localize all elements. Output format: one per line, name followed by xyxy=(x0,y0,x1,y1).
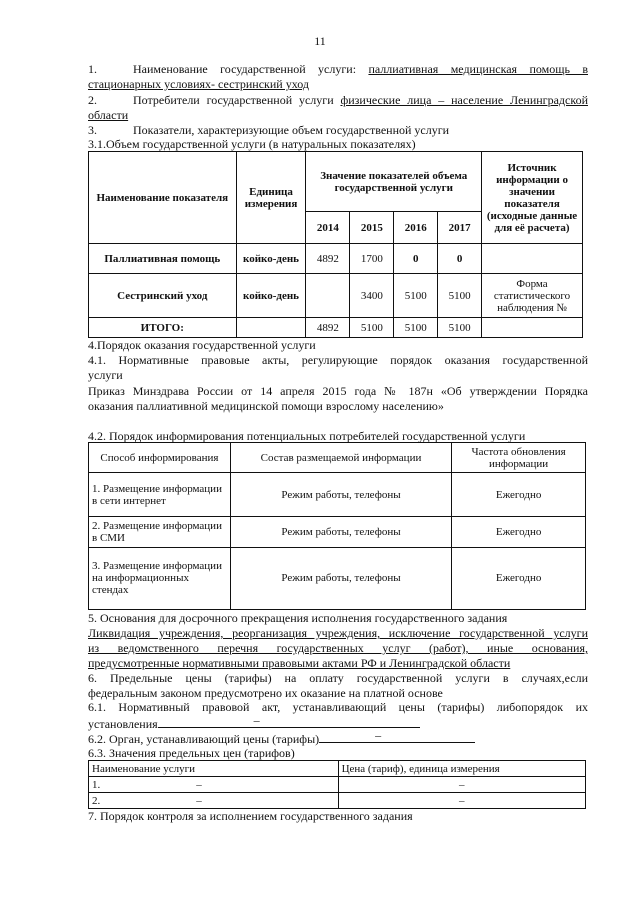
section-6-1-line-1: 6.1. Нормативный правовой акт, устанавливающий цены (тарифы) либопорядок их xyxy=(88,700,588,714)
price-table xyxy=(88,760,586,809)
table-row xyxy=(89,517,586,547)
blank-dash: – xyxy=(253,713,260,727)
row-value: 5100 xyxy=(394,274,438,318)
info-header-method: Способ информирования xyxy=(89,443,231,473)
row-name: Паллиативная помощь xyxy=(89,244,237,274)
price-header-name: Наименование услуги xyxy=(89,761,339,777)
section-6-line-1: 6. Предельные цены (тарифы) на оплату государственной услуги в случаях,если xyxy=(88,671,588,685)
col-header-unit: Единица измерения xyxy=(236,152,306,244)
section-3-number: 3. xyxy=(88,123,97,137)
table-row xyxy=(89,244,583,274)
info-content: Режим работы, телефоны xyxy=(230,517,451,547)
row-value: 5100 xyxy=(438,318,482,338)
section-5: 5. Основания для досрочного прекращения исполнения государственного задания xyxy=(88,611,508,625)
info-method: 3. Размещение информации на информационных стендах xyxy=(89,547,231,609)
section-5-line-2: из ведомственного перечня государственных услуг (работ), иные основания, xyxy=(88,641,588,655)
table-row-total xyxy=(89,318,583,338)
col-header-source: Источник информации о значении показателя (исходные данные для её расчета) xyxy=(482,152,583,244)
section-2-value-cont: области xyxy=(88,108,129,122)
section-6-3: 6.3. Значения предельных цен (тарифов) xyxy=(88,746,295,760)
info-freq: Ежегодно xyxy=(452,547,586,609)
row-value: 4892 xyxy=(306,318,350,338)
section-6-1-line-2 xyxy=(88,713,588,731)
row-value: 5100 xyxy=(438,274,482,318)
row-value xyxy=(306,274,350,318)
row-value: 5100 xyxy=(394,318,438,338)
section-5-line-3: предусмотренные нормативными правовыми актами РФ и Ленинградской области xyxy=(88,656,511,670)
volume-table xyxy=(88,151,583,338)
section-4-1-line-1: 4.1. Нормативные правовые акты, регулирующие порядок оказания государственной xyxy=(88,353,588,367)
table-row xyxy=(89,274,583,318)
row-unit xyxy=(236,318,306,338)
table-row xyxy=(89,793,586,809)
row-value: 4892 xyxy=(306,244,350,274)
section-2-line-2 xyxy=(88,108,588,122)
section-3 xyxy=(88,123,588,137)
col-header-name: Наименование показателя xyxy=(89,152,237,244)
row-unit: койко-день xyxy=(236,244,306,274)
section-2-value: физические лица – население Ленинградской xyxy=(340,93,588,107)
info-content: Режим работы, телефоны xyxy=(230,473,451,517)
section-2-line-1 xyxy=(88,93,588,107)
row-value: 3400 xyxy=(350,274,394,318)
section-1-value-cont: стационарных условиях- сестринский уход xyxy=(88,77,309,91)
year-2014: 2014 xyxy=(306,212,350,244)
blank-dash: – xyxy=(375,728,382,742)
info-content: Режим работы, телефоны xyxy=(230,547,451,609)
row-name: Сестринский уход xyxy=(89,274,237,318)
row-value: 1700 xyxy=(350,244,394,274)
section-3-label: Показатели, характеризующие объем государственной услуги xyxy=(133,123,450,137)
year-2016: 2016 xyxy=(394,212,438,244)
section-6-2-label: 6.2. Орган, устанавливающий цены (тарифы) xyxy=(88,732,320,746)
row-name: ИТОГО: xyxy=(89,318,237,338)
row-value: 5100 xyxy=(350,318,394,338)
section-4-1-line-2: услуги xyxy=(88,368,123,382)
info-header-content: Состав размещаемой информации xyxy=(230,443,451,473)
section-1-line-1 xyxy=(88,62,588,76)
info-table xyxy=(88,442,586,610)
order-line-2: оказания паллиативной медицинской помощи взрослому населению» xyxy=(88,399,444,413)
info-header-freq: Частота обновления информации xyxy=(452,443,586,473)
info-method: 1. Размещение информации в сети интернет xyxy=(89,473,231,517)
row-value: 0 xyxy=(438,244,482,274)
info-freq: Ежегодно xyxy=(452,473,586,517)
price-row-name: 1. – xyxy=(89,777,339,793)
row-source: Форма статистического наблюдения № xyxy=(482,274,583,318)
price-row-price: – xyxy=(338,777,585,793)
price-row-price: – xyxy=(338,793,585,809)
price-row-name: 2. – xyxy=(89,793,339,809)
table-row xyxy=(89,547,586,609)
page-number: 11 xyxy=(314,34,326,48)
row-source xyxy=(482,318,583,338)
section-5-line-1: Ликвидация учреждения, реорганизация учреждения, исключение государственной услуги xyxy=(88,626,588,640)
info-freq: Ежегодно xyxy=(452,517,586,547)
order-line-1: Приказ Минздрава России от 14 апреля 2015 года № 187н «Об утверждении Порядка xyxy=(88,384,588,398)
row-value: 0 xyxy=(394,244,438,274)
info-method: 2. Размещение информации в СМИ xyxy=(89,517,231,547)
section-1-label: Наименование государственной услуги: xyxy=(133,62,357,76)
section-2-label: Потребители государственной услуги xyxy=(133,93,334,107)
section-6-1-label: установления xyxy=(88,717,158,731)
section-4-2: 4.2. Порядок информирования потенциальных потребителей государственной услуги xyxy=(88,429,526,443)
price-header-price: Цена (тариф), единица измерения xyxy=(338,761,585,777)
row-source xyxy=(482,244,583,274)
section-6-line-2: федеральным законом предусмотрено их оказание на платной основе xyxy=(88,686,443,700)
section-6-2 xyxy=(88,728,588,746)
section-1-line-2 xyxy=(88,77,588,91)
year-2017: 2017 xyxy=(438,212,482,244)
row-unit: койко-день xyxy=(236,274,306,318)
section-1-number: 1. xyxy=(88,62,97,76)
section-3-1: 3.1.Объем государственной услуги (в натуральных показателях) xyxy=(88,137,416,151)
section-4: 4.Порядок оказания государственной услуги xyxy=(88,338,316,352)
year-2015: 2015 xyxy=(350,212,394,244)
table-row xyxy=(89,777,586,793)
blank-line xyxy=(158,713,420,728)
blank-line xyxy=(319,728,475,743)
section-2-number: 2. xyxy=(88,93,97,107)
section-7: 7. Порядок контроля за исполнением государственного задания xyxy=(88,809,413,823)
table-row xyxy=(89,473,586,517)
col-header-values: Значение показателей объема государственной услуги xyxy=(306,152,482,212)
section-1-value: паллиативная медицинская помощь в xyxy=(368,62,588,76)
